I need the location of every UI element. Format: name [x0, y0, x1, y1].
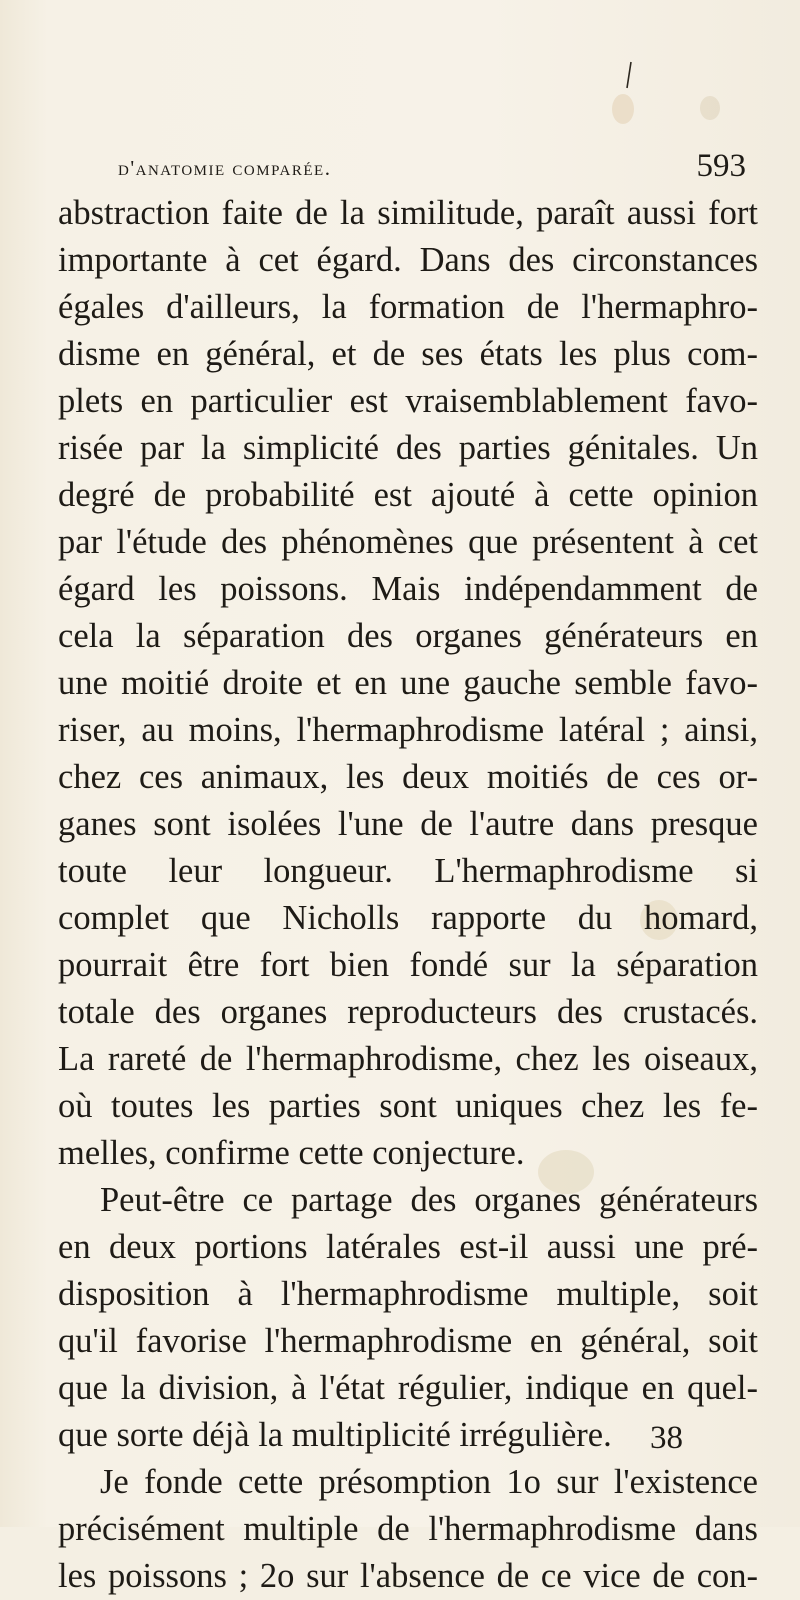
text-line: précisément multiple de l'hermaphrodisme dans: [58, 1510, 758, 1548]
text-line: complet que Nicholls rapporte du homard,: [58, 899, 758, 937]
text-line: toute leur longueur. L'hermaphrodisme si: [58, 852, 758, 890]
text-line: importante à cet égard. Dans des circonstances: [58, 241, 758, 279]
text-line: que la division, à l'état régulier, indique en quel-: [58, 1369, 758, 1407]
text-line: riser, au moins, l'hermaphrodisme latéral ; ainsi,: [58, 711, 758, 749]
text-line: que sorte déjà la multiplicité irrégulière.: [58, 1416, 612, 1454]
signature-mark: 38: [650, 1420, 683, 1456]
text-line: La rareté de l'hermaphrodisme, chez les oiseaux,: [58, 1040, 758, 1078]
text-line: abstraction faite de la similitude, paraît aussi fort: [58, 194, 758, 232]
text-line: risée par la simplicité des parties génitales. Un: [58, 429, 758, 467]
body-text: [58, 190, 758, 1600]
text-line: disme en général, et de ses états les plus com-: [58, 335, 758, 373]
text-line: une moitié droite et en une gauche semble favo-: [58, 664, 758, 702]
text-line: où toutes les parties sont uniques chez les fe-: [58, 1087, 758, 1125]
text-line: en deux portions latérales est-il aussi une pré-: [58, 1228, 758, 1266]
text-line: pourrait être fort bien fondé sur la séparation: [58, 946, 758, 984]
page-header: [118, 148, 746, 188]
text-line: degré de probabilité est ajouté à cette opinion: [58, 476, 758, 514]
paper-stain: [700, 96, 720, 120]
text-line: Je fonde cette présomption 1o sur l'existence: [100, 1463, 758, 1501]
text-line: égales d'ailleurs, la formation de l'hermaphro-: [58, 288, 758, 326]
text-line: par l'étude des phénomènes que présentent à cet: [58, 523, 758, 561]
text-line: totale des organes reproducteurs des crustacés.: [58, 993, 758, 1031]
ink-mark: [623, 60, 635, 90]
page-number: 593: [696, 148, 746, 184]
text-line: ganes sont isolées l'une de l'autre dans presque: [58, 805, 758, 843]
text-line: disposition à l'hermaphrodisme multiple, soit: [58, 1275, 758, 1313]
text-line: les poissons ; 2o sur l'absence de ce vice de con-: [58, 1557, 758, 1595]
text-line: chez ces animaux, les deux moitiés de ces or-: [58, 758, 758, 796]
text-line: cela la séparation des organes générateurs en: [58, 617, 758, 655]
paper-stain: [612, 94, 634, 124]
text-line: melles, confirme cette conjecture.: [58, 1134, 525, 1172]
running-head: d'anatomie comparée.: [118, 156, 332, 180]
text-line: qu'il favorise l'hermaphrodisme en général, soit: [58, 1322, 758, 1360]
text-line: Peut-être ce partage des organes générateurs: [100, 1181, 758, 1219]
text-line: égard les poissons. Mais indépendamment de: [58, 570, 758, 608]
text-line: plets en particulier est vraisemblablement favo-: [58, 382, 758, 420]
